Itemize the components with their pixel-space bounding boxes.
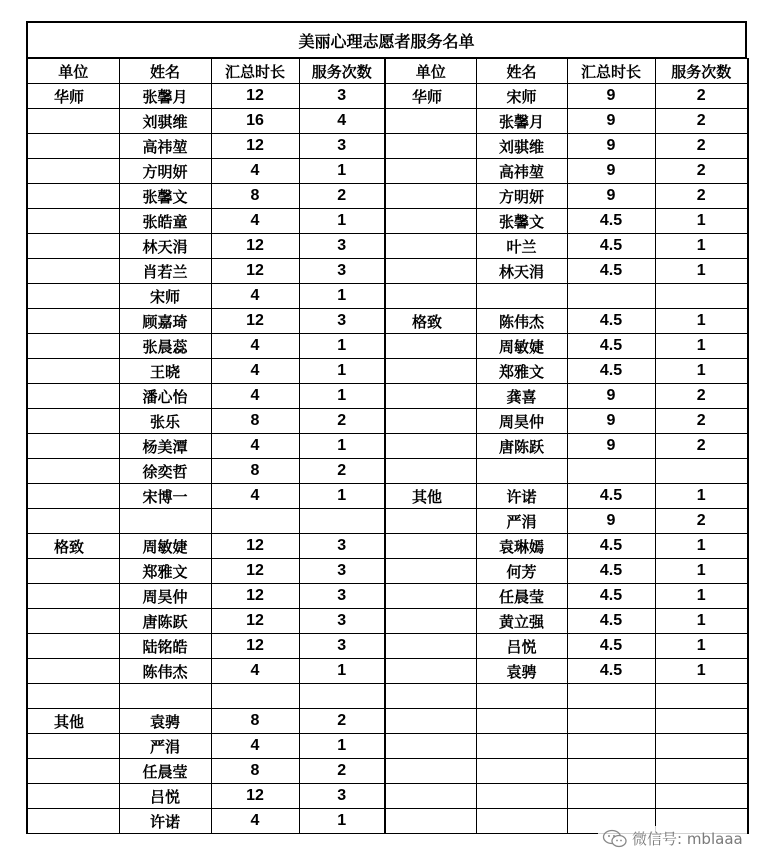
cell-name-right: 林天涓 <box>476 259 567 284</box>
cell-name-right <box>476 809 567 834</box>
cell-hours-left: 4 <box>211 209 299 234</box>
cell-hours-left <box>211 684 299 709</box>
cell-name-right: 袁骋 <box>476 659 567 684</box>
cell-count-left: 1 <box>299 734 385 759</box>
cell-name-right: 周敏婕 <box>476 334 567 359</box>
cell-count-right: 2 <box>655 409 748 434</box>
cell-name-right: 袁琳嫣 <box>476 534 567 559</box>
cell-count-left: 3 <box>299 584 385 609</box>
cell-hours-left: 12 <box>211 559 299 584</box>
watermark-text: 微信号: mblaaa <box>632 830 743 848</box>
cell-count-left: 2 <box>299 184 385 209</box>
cell-hours-left: 12 <box>211 784 299 809</box>
table-row <box>27 84 748 109</box>
cell-hours-left: 8 <box>211 459 299 484</box>
cell-hours-right <box>567 784 655 809</box>
cell-name-right <box>476 284 567 309</box>
cell-unit-left <box>27 384 119 409</box>
cell-count-right: 2 <box>655 84 748 109</box>
cell-unit-left <box>27 109 119 134</box>
cell-count-left: 3 <box>299 259 385 284</box>
cell-count-right <box>655 284 748 309</box>
table-row <box>27 509 748 534</box>
cell-unit-left <box>27 259 119 284</box>
table-row <box>27 634 748 659</box>
cell-count-right <box>655 759 748 784</box>
table-row <box>27 759 748 784</box>
table-row <box>27 659 748 684</box>
cell-name-right: 唐陈跃 <box>476 434 567 459</box>
cell-hours-left: 12 <box>211 134 299 159</box>
cell-count-right: 2 <box>655 109 748 134</box>
cell-count-left: 2 <box>299 409 385 434</box>
cell-hours-right: 4.5 <box>567 534 655 559</box>
header-unit-right: 单位 <box>385 59 476 84</box>
cell-count-right: 1 <box>655 209 748 234</box>
cell-name-left: 周昊仲 <box>119 584 211 609</box>
cell-unit-right <box>385 434 476 459</box>
cell-unit-right <box>385 509 476 534</box>
cell-name-left: 陈伟杰 <box>119 659 211 684</box>
table-row <box>27 434 748 459</box>
cell-unit-right <box>385 634 476 659</box>
cell-hours-right: 4.5 <box>567 559 655 584</box>
cell-count-left: 3 <box>299 309 385 334</box>
cell-hours-left: 4 <box>211 334 299 359</box>
table-row <box>27 184 748 209</box>
cell-count-right: 2 <box>655 434 748 459</box>
cell-hours-right: 9 <box>567 434 655 459</box>
cell-unit-right <box>385 184 476 209</box>
header-name-left: 姓名 <box>119 59 211 84</box>
table-row <box>27 259 748 284</box>
cell-count-left: 3 <box>299 559 385 584</box>
cell-name-right <box>476 734 567 759</box>
cell-name-left: 郑雅文 <box>119 559 211 584</box>
cell-count-right: 1 <box>655 234 748 259</box>
cell-count-left <box>299 684 385 709</box>
cell-unit-left: 其他 <box>27 709 119 734</box>
cell-name-left: 唐陈跃 <box>119 609 211 634</box>
cell-hours-right: 9 <box>567 84 655 109</box>
cell-count-left: 3 <box>299 234 385 259</box>
cell-unit-right <box>385 784 476 809</box>
cell-count-left: 1 <box>299 434 385 459</box>
cell-unit-right <box>385 584 476 609</box>
cell-unit-right <box>385 609 476 634</box>
cell-count-right <box>655 709 748 734</box>
cell-count-left: 4 <box>299 109 385 134</box>
cell-name-right: 任晨莹 <box>476 584 567 609</box>
cell-name-right <box>476 759 567 784</box>
cell-hours-right: 4.5 <box>567 609 655 634</box>
cell-hours-right: 9 <box>567 409 655 434</box>
cell-unit-left <box>27 584 119 609</box>
cell-hours-right: 9 <box>567 509 655 534</box>
table-row <box>27 459 748 484</box>
table-row <box>27 209 748 234</box>
cell-hours-left: 12 <box>211 84 299 109</box>
cell-count-left: 1 <box>299 359 385 384</box>
cell-hours-left: 4 <box>211 809 299 834</box>
cell-name-left: 吕悦 <box>119 784 211 809</box>
cell-name-right: 何芳 <box>476 559 567 584</box>
cell-name-left: 潘心怡 <box>119 384 211 409</box>
header-row <box>27 59 748 84</box>
cell-count-left: 1 <box>299 209 385 234</box>
cell-unit-left <box>27 659 119 684</box>
cell-name-right: 刘骐维 <box>476 134 567 159</box>
cell-unit-right <box>385 359 476 384</box>
cell-name-right: 陈伟杰 <box>476 309 567 334</box>
cell-name-left: 张乐 <box>119 409 211 434</box>
sheet-title: 美丽心理志愿者服务名单 <box>26 21 747 58</box>
cell-name-right: 周昊仲 <box>476 409 567 434</box>
cell-count-right: 1 <box>655 634 748 659</box>
cell-count-right: 1 <box>655 259 748 284</box>
cell-name-right: 方明妍 <box>476 184 567 209</box>
cell-unit-right: 华师 <box>385 84 476 109</box>
cell-hours-right <box>567 709 655 734</box>
cell-count-left: 3 <box>299 784 385 809</box>
table-row <box>27 109 748 134</box>
cell-count-left: 1 <box>299 484 385 509</box>
cell-unit-left <box>27 559 119 584</box>
cell-count-left: 2 <box>299 759 385 784</box>
cell-unit-left <box>27 284 119 309</box>
cell-hours-right: 4.5 <box>567 209 655 234</box>
table-row <box>27 709 748 734</box>
cell-unit-right <box>385 109 476 134</box>
table-row <box>27 284 748 309</box>
cell-hours-right <box>567 284 655 309</box>
cell-unit-left <box>27 634 119 659</box>
cell-name-right: 许诺 <box>476 484 567 509</box>
cell-name-right <box>476 459 567 484</box>
header-hours-right: 汇总时长 <box>567 59 655 84</box>
cell-count-right: 2 <box>655 134 748 159</box>
cell-name-right: 黄立强 <box>476 609 567 634</box>
cell-unit-right <box>385 734 476 759</box>
cell-name-left: 徐奕哲 <box>119 459 211 484</box>
cell-unit-left <box>27 234 119 259</box>
cell-unit-right <box>385 334 476 359</box>
cell-name-right: 宋师 <box>476 84 567 109</box>
cell-name-right <box>476 684 567 709</box>
cell-hours-right: 4.5 <box>567 309 655 334</box>
cell-name-left: 许诺 <box>119 809 211 834</box>
cell-unit-right <box>385 684 476 709</box>
cell-unit-right <box>385 284 476 309</box>
cell-name-left: 张皓童 <box>119 209 211 234</box>
table-row <box>27 784 748 809</box>
watermark <box>598 826 747 851</box>
table-row <box>27 584 748 609</box>
table-row <box>27 534 748 559</box>
cell-name-left: 林天涓 <box>119 234 211 259</box>
cell-count-left: 1 <box>299 334 385 359</box>
cell-hours-left: 12 <box>211 584 299 609</box>
cell-name-left: 任晨莹 <box>119 759 211 784</box>
volunteer-table <box>26 58 749 834</box>
cell-unit-left <box>27 359 119 384</box>
cell-count-right: 1 <box>655 659 748 684</box>
cell-name-left: 宋师 <box>119 284 211 309</box>
cell-unit-left <box>27 784 119 809</box>
cell-name-left: 张晨蕊 <box>119 334 211 359</box>
cell-hours-left: 12 <box>211 534 299 559</box>
header-count-left: 服务次数 <box>299 59 385 84</box>
table-row <box>27 609 748 634</box>
cell-name-left <box>119 684 211 709</box>
cell-name-right: 叶兰 <box>476 234 567 259</box>
cell-count-left: 3 <box>299 634 385 659</box>
cell-unit-right <box>385 409 476 434</box>
cell-unit-right <box>385 259 476 284</box>
cell-name-left <box>119 509 211 534</box>
table-row <box>27 559 748 584</box>
cell-hours-left: 12 <box>211 634 299 659</box>
cell-unit-left <box>27 309 119 334</box>
header-name-right: 姓名 <box>476 59 567 84</box>
cell-count-left: 1 <box>299 384 385 409</box>
cell-name-left: 高祎堃 <box>119 134 211 159</box>
cell-hours-right: 4.5 <box>567 584 655 609</box>
table-row <box>27 134 748 159</box>
cell-unit-left <box>27 684 119 709</box>
cell-hours-left: 12 <box>211 234 299 259</box>
cell-unit-right <box>385 209 476 234</box>
cell-hours-left: 4 <box>211 384 299 409</box>
cell-count-left: 1 <box>299 159 385 184</box>
cell-hours-right: 4.5 <box>567 359 655 384</box>
table-row <box>27 734 748 759</box>
cell-hours-right <box>567 734 655 759</box>
cell-unit-left <box>27 459 119 484</box>
cell-name-left: 肖若兰 <box>119 259 211 284</box>
cell-name-left: 杨美潭 <box>119 434 211 459</box>
cell-name-right <box>476 709 567 734</box>
cell-count-right: 2 <box>655 159 748 184</box>
cell-count-right: 1 <box>655 309 748 334</box>
cell-hours-left: 4 <box>211 284 299 309</box>
cell-name-left: 周敏婕 <box>119 534 211 559</box>
cell-unit-left <box>27 409 119 434</box>
cell-name-left: 张馨文 <box>119 184 211 209</box>
cell-hours-right: 4.5 <box>567 259 655 284</box>
cell-hours-right <box>567 684 655 709</box>
cell-count-left: 1 <box>299 659 385 684</box>
cell-name-left: 严涓 <box>119 734 211 759</box>
cell-count-left: 3 <box>299 134 385 159</box>
cell-hours-left: 4 <box>211 359 299 384</box>
cell-unit-right <box>385 559 476 584</box>
table-row <box>27 484 748 509</box>
cell-count-left: 2 <box>299 709 385 734</box>
cell-unit-right <box>385 709 476 734</box>
cell-count-right <box>655 734 748 759</box>
cell-unit-right <box>385 759 476 784</box>
cell-count-right: 2 <box>655 384 748 409</box>
cell-name-left: 刘骐维 <box>119 109 211 134</box>
cell-unit-left <box>27 809 119 834</box>
cell-count-right: 1 <box>655 359 748 384</box>
cell-name-right: 张馨月 <box>476 109 567 134</box>
cell-unit-left <box>27 134 119 159</box>
cell-hours-right: 9 <box>567 159 655 184</box>
cell-unit-left <box>27 734 119 759</box>
cell-name-left: 袁骋 <box>119 709 211 734</box>
cell-count-right: 1 <box>655 609 748 634</box>
cell-hours-left: 12 <box>211 309 299 334</box>
cell-count-right: 1 <box>655 484 748 509</box>
cell-unit-left <box>27 759 119 784</box>
cell-hours-left: 4 <box>211 484 299 509</box>
cell-count-right: 2 <box>655 184 748 209</box>
cell-count-left: 2 <box>299 459 385 484</box>
cell-name-left: 陆铭皓 <box>119 634 211 659</box>
header-count-right: 服务次数 <box>655 59 748 84</box>
cell-count-left: 1 <box>299 284 385 309</box>
cell-hours-left: 12 <box>211 259 299 284</box>
cell-hours-right: 4.5 <box>567 234 655 259</box>
cell-hours-left: 8 <box>211 409 299 434</box>
cell-unit-left <box>27 334 119 359</box>
cell-count-right <box>655 784 748 809</box>
cell-count-right: 1 <box>655 584 748 609</box>
cell-hours-right: 4.5 <box>567 484 655 509</box>
cell-hours-right: 9 <box>567 109 655 134</box>
cell-unit-left <box>27 609 119 634</box>
cell-unit-left <box>27 209 119 234</box>
cell-unit-left <box>27 434 119 459</box>
table-row <box>27 359 748 384</box>
cell-count-right: 2 <box>655 509 748 534</box>
cell-count-right <box>655 684 748 709</box>
cell-hours-right: 4.5 <box>567 659 655 684</box>
table-row <box>27 159 748 184</box>
cell-name-right: 郑雅文 <box>476 359 567 384</box>
cell-name-right: 严涓 <box>476 509 567 534</box>
cell-name-left: 张馨月 <box>119 84 211 109</box>
cell-unit-right <box>385 534 476 559</box>
cell-unit-right <box>385 459 476 484</box>
cell-unit-right <box>385 159 476 184</box>
cell-count-left: 1 <box>299 809 385 834</box>
cell-count-left: 3 <box>299 84 385 109</box>
cell-name-right: 吕悦 <box>476 634 567 659</box>
cell-count-left <box>299 509 385 534</box>
cell-name-left: 王晓 <box>119 359 211 384</box>
cell-hours-left: 4 <box>211 659 299 684</box>
cell-hours-right: 9 <box>567 384 655 409</box>
cell-unit-right <box>385 134 476 159</box>
cell-name-left: 宋博一 <box>119 484 211 509</box>
cell-count-left: 3 <box>299 534 385 559</box>
cell-hours-left: 12 <box>211 609 299 634</box>
cell-name-left: 顾嘉琦 <box>119 309 211 334</box>
cell-count-right: 1 <box>655 559 748 584</box>
cell-name-right <box>476 784 567 809</box>
cell-hours-right: 4.5 <box>567 634 655 659</box>
cell-hours-left: 8 <box>211 709 299 734</box>
header-unit-left: 单位 <box>27 59 119 84</box>
cell-count-right: 1 <box>655 334 748 359</box>
cell-count-left: 3 <box>299 609 385 634</box>
cell-unit-left <box>27 159 119 184</box>
cell-hours-right: 9 <box>567 134 655 159</box>
cell-unit-right <box>385 809 476 834</box>
table-row <box>27 234 748 259</box>
cell-count-right: 1 <box>655 534 748 559</box>
cell-unit-right <box>385 234 476 259</box>
table-row <box>27 384 748 409</box>
cell-hours-right <box>567 759 655 784</box>
table-row <box>27 409 748 434</box>
cell-hours-right: 4.5 <box>567 334 655 359</box>
table-row <box>27 334 748 359</box>
table-row <box>27 684 748 709</box>
cell-hours-left: 16 <box>211 109 299 134</box>
cell-hours-right: 9 <box>567 184 655 209</box>
cell-hours-left: 8 <box>211 759 299 784</box>
table-row <box>27 309 748 334</box>
cell-count-right <box>655 459 748 484</box>
cell-hours-left: 4 <box>211 434 299 459</box>
cell-hours-right <box>567 459 655 484</box>
cell-hours-left: 4 <box>211 159 299 184</box>
cell-unit-left: 华师 <box>27 84 119 109</box>
cell-unit-right: 其他 <box>385 484 476 509</box>
volunteer-sheet <box>26 21 747 846</box>
cell-unit-right <box>385 384 476 409</box>
cell-name-right: 张馨文 <box>476 209 567 234</box>
cell-hours-left: 4 <box>211 734 299 759</box>
cell-name-left: 方明妍 <box>119 159 211 184</box>
cell-hours-left: 8 <box>211 184 299 209</box>
cell-unit-left <box>27 484 119 509</box>
cell-unit-right: 格致 <box>385 309 476 334</box>
cell-unit-left: 格致 <box>27 534 119 559</box>
cell-unit-left <box>27 184 119 209</box>
cell-unit-left <box>27 509 119 534</box>
header-hours-left: 汇总时长 <box>211 59 299 84</box>
cell-name-right: 高祎堃 <box>476 159 567 184</box>
cell-name-right: 龚喜 <box>476 384 567 409</box>
cell-unit-right <box>385 659 476 684</box>
cell-hours-left <box>211 509 299 534</box>
